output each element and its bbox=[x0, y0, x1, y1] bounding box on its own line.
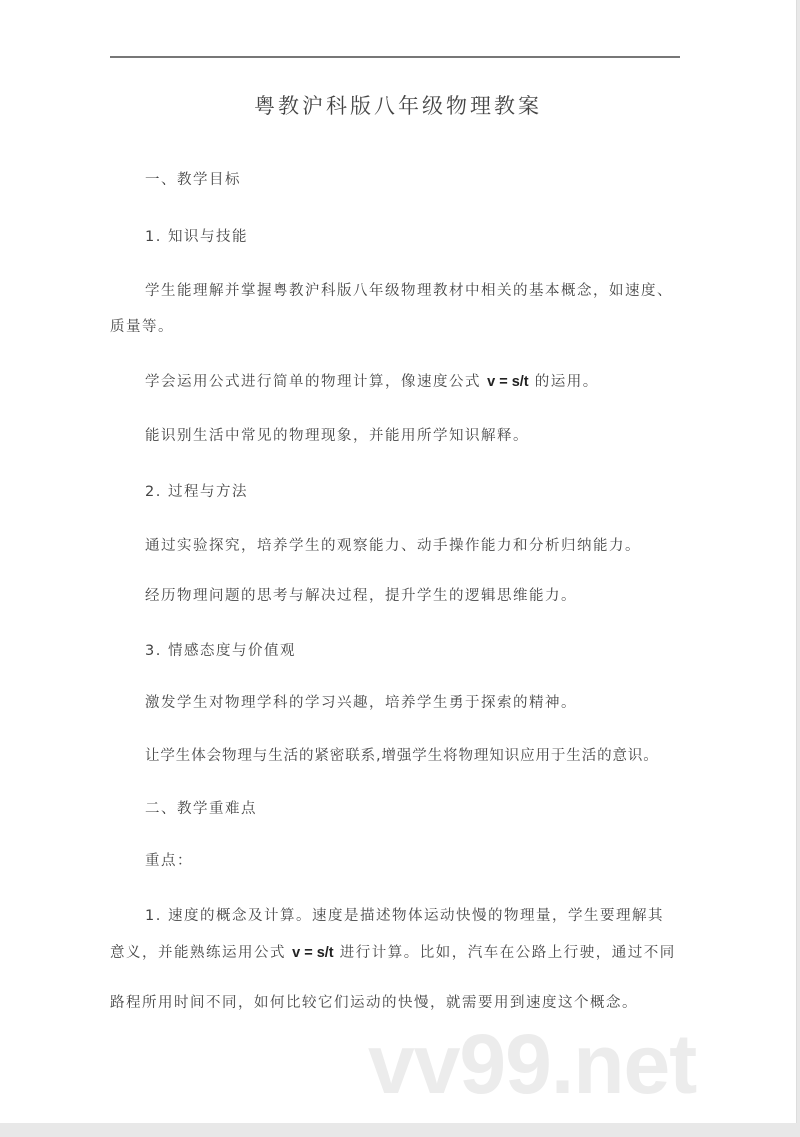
paragraph: 经历物理问题的思考与解决过程，提升学生的逻辑思维能力。 bbox=[145, 588, 577, 604]
subsection-heading: 2. 过程与方法 bbox=[145, 484, 248, 500]
paragraph: 路程所用时间不同，如何比较它们运动的快慢，就需要用到速度这个概念。 bbox=[110, 995, 638, 1011]
paragraph: 学生能理解并掌握粤教沪科版八年级物理教材中相关的基本概念，如速度、 bbox=[145, 283, 673, 299]
section-heading: 一、教学目标 bbox=[145, 172, 241, 188]
paragraph: 能识别生活中常见的物理现象，并能用所学知识解释。 bbox=[145, 428, 529, 444]
text: 学会运用公式进行简单的物理计算，像速度公式 bbox=[145, 374, 481, 390]
paragraph: 1. 速度的概念及计算。速度是描述物体运动快慢的物理量，学生要理解其 bbox=[145, 908, 664, 924]
formula: v = s/t bbox=[292, 945, 334, 961]
subsection-heading: 3. 情感态度与价值观 bbox=[145, 643, 296, 659]
text: 意义，并能熟练运用公式 bbox=[110, 945, 286, 961]
paragraph: 让学生体会物理与生活的紧密联系,增强学生将物理知识应用于生活的意识。 bbox=[145, 748, 659, 764]
paragraph bbox=[145, 372, 599, 392]
document-title: 粤教沪科版八年级物理教案 bbox=[254, 94, 542, 118]
formula: v = s/t bbox=[487, 374, 529, 390]
paragraph bbox=[110, 943, 676, 963]
subsection-heading: 1. 知识与技能 bbox=[145, 229, 248, 245]
section-heading: 二、教学重难点 bbox=[145, 801, 257, 817]
paragraph: 通过实验探究，培养学生的观察能力、动手操作能力和分析归纳能力。 bbox=[145, 538, 641, 554]
header-rule bbox=[110, 56, 680, 58]
text: 的运用。 bbox=[534, 374, 599, 390]
paragraph: 重点： bbox=[145, 853, 193, 869]
paragraph: 激发学生对物理学科的学习兴趣，培养学生勇于探索的精神。 bbox=[145, 695, 577, 711]
text: 进行计算。比如，汽车在公路上行驶，通过不同 bbox=[339, 945, 676, 961]
watermark: vv99.net bbox=[368, 1017, 697, 1111]
paragraph: 质量等。 bbox=[110, 319, 174, 335]
